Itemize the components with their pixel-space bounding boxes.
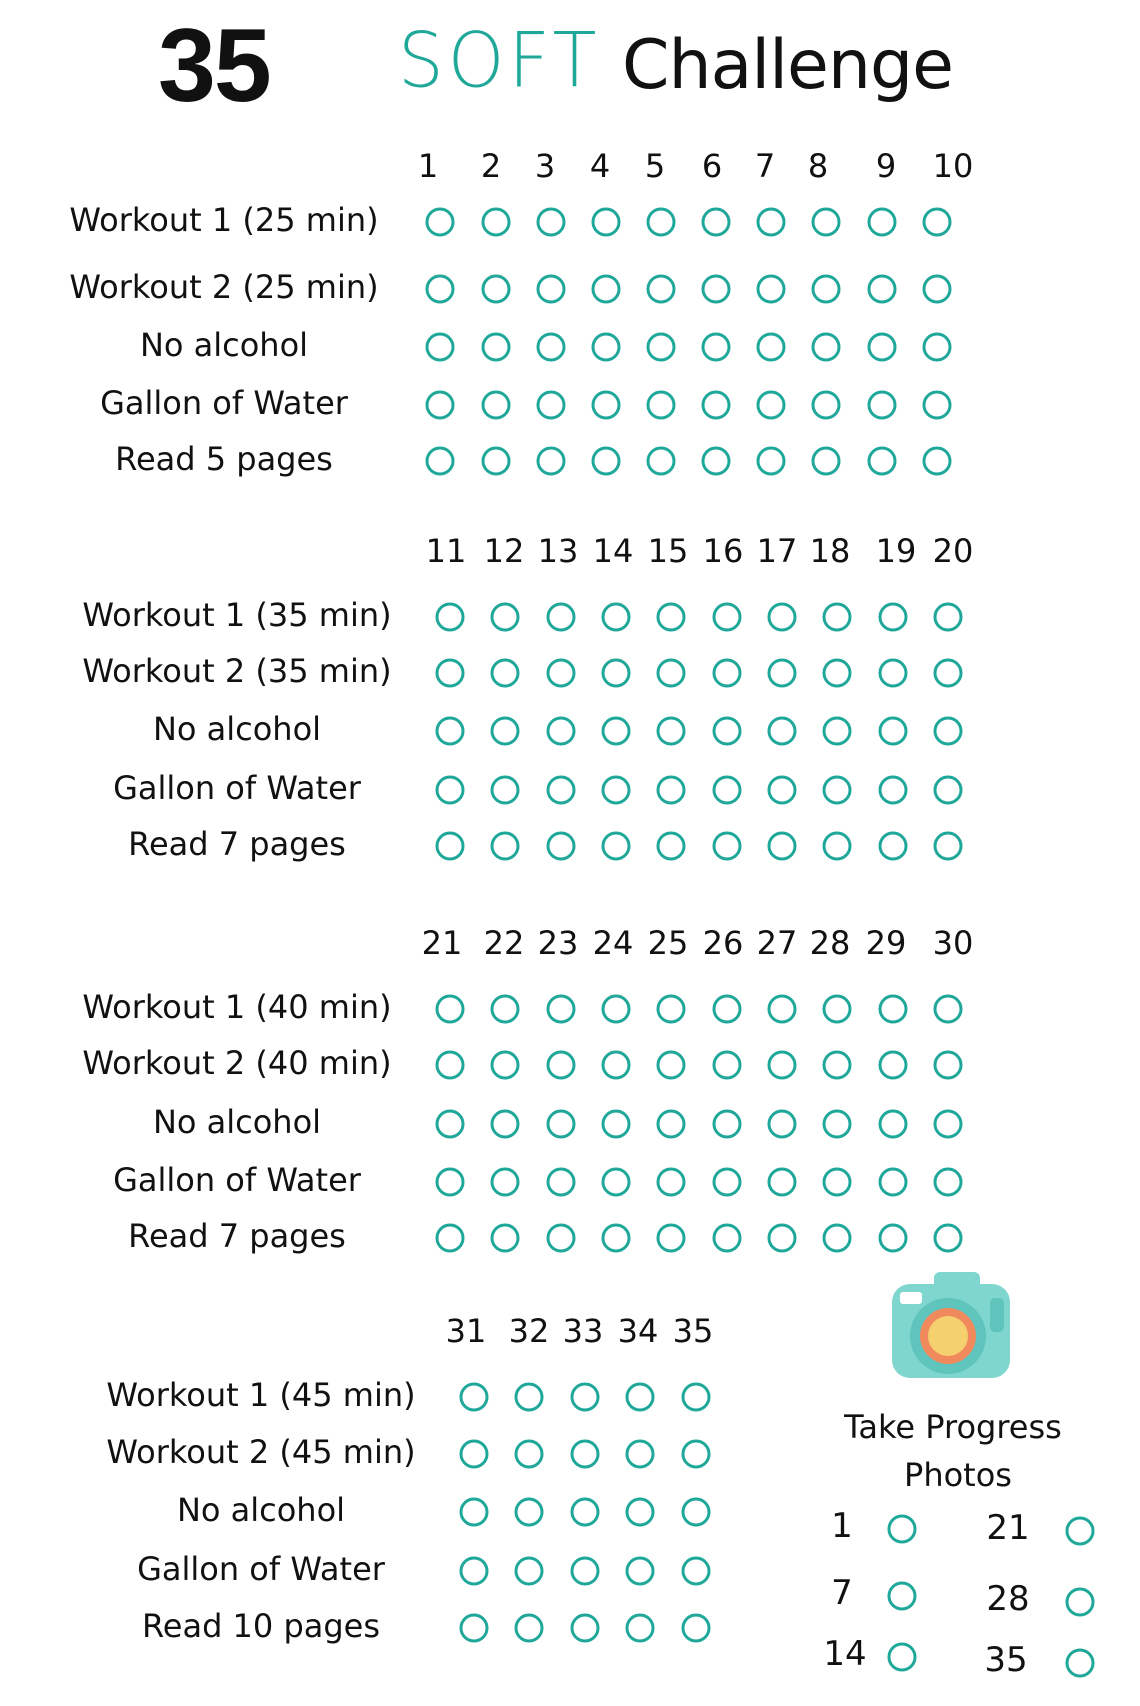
day-checkbox[interactable] [868,447,897,476]
day-checkbox[interactable] [702,275,731,304]
day-checkbox[interactable] [626,1383,655,1412]
day-checkbox[interactable] [537,208,566,237]
day-checkbox[interactable] [812,391,841,420]
day-checkbox[interactable] [547,1168,576,1197]
day-checkbox[interactable] [768,1168,797,1197]
day-checkbox[interactable] [547,1224,576,1253]
day-number: 24 [592,924,634,962]
day-checkbox[interactable] [515,1498,544,1527]
day-checkbox[interactable] [426,275,455,304]
day-checkbox[interactable] [460,1440,489,1469]
day-checkbox[interactable] [602,776,631,805]
day-checkbox[interactable] [682,1557,711,1586]
task-label: Workout 1 (35 min) [82,596,392,634]
day-number: 20 [932,532,974,570]
task-label: Read 5 pages [115,440,333,478]
photo-day-number: 35 [984,1640,1028,1680]
day-checkbox[interactable] [626,1440,655,1469]
photo-checkbox[interactable] [888,1643,917,1672]
task-label: Gallon of Water [113,769,361,807]
day-checkbox[interactable] [436,1168,465,1197]
day-checkbox[interactable] [602,659,631,688]
day-checkbox[interactable] [879,1224,908,1253]
day-number: 8 [807,147,829,185]
day-checkbox[interactable] [537,391,566,420]
day-number: 35 [672,1312,714,1350]
day-checkbox[interactable] [571,1440,600,1469]
day-number: 14 [592,532,634,570]
day-checkbox[interactable] [491,995,520,1024]
day-number: 4 [589,147,611,185]
day-number: 26 [702,924,744,962]
day-checkbox[interactable] [602,1051,631,1080]
day-checkbox[interactable] [592,275,621,304]
day-checkbox[interactable] [626,1498,655,1527]
day-checkbox[interactable] [934,659,963,688]
day-checkbox[interactable] [482,275,511,304]
task-label: Gallon of Water [113,1161,361,1199]
day-checkbox[interactable] [923,391,952,420]
day-checkbox[interactable] [713,1110,742,1139]
day-checkbox[interactable] [823,832,852,861]
day-checkbox[interactable] [868,333,897,362]
day-checkbox[interactable] [923,333,952,362]
day-checkbox[interactable] [436,1110,465,1139]
photo-checkbox[interactable] [888,1515,917,1544]
day-checkbox[interactable] [436,995,465,1024]
day-checkbox[interactable] [823,603,852,632]
day-number: 6 [701,147,723,185]
day-checkbox[interactable] [436,659,465,688]
day-checkbox[interactable] [491,1168,520,1197]
day-checkbox[interactable] [657,1168,686,1197]
day-checkbox[interactable] [934,1051,963,1080]
day-checkbox[interactable] [547,603,576,632]
day-checkbox[interactable] [682,1498,711,1527]
day-checkbox[interactable] [436,1051,465,1080]
day-checkbox[interactable] [657,659,686,688]
day-checkbox[interactable] [812,447,841,476]
day-number: 10 [932,147,974,185]
day-checkbox[interactable] [768,1110,797,1139]
day-checkbox[interactable] [713,1168,742,1197]
day-checkbox[interactable] [713,832,742,861]
title-number: 35 [158,8,270,124]
day-number: 28 [809,924,851,962]
day-checkbox[interactable] [537,447,566,476]
day-checkbox[interactable] [647,275,676,304]
day-checkbox[interactable] [682,1383,711,1412]
task-label: No alcohol [152,1103,322,1141]
day-checkbox[interactable] [592,447,621,476]
day-checkbox[interactable] [482,391,511,420]
day-checkbox[interactable] [491,659,520,688]
day-number: 18 [809,532,851,570]
day-checkbox[interactable] [879,1110,908,1139]
day-checkbox[interactable] [592,333,621,362]
day-number: 13 [537,532,579,570]
day-checkbox[interactable] [823,1051,852,1080]
day-number: 34 [617,1312,659,1350]
day-checkbox[interactable] [923,275,952,304]
day-checkbox[interactable] [812,333,841,362]
day-checkbox[interactable] [713,1224,742,1253]
day-checkbox[interactable] [812,208,841,237]
day-checkbox[interactable] [768,1224,797,1253]
day-checkbox[interactable] [879,659,908,688]
day-checkbox[interactable] [657,995,686,1024]
day-number: 31 [445,1312,487,1350]
day-number: 23 [537,924,579,962]
day-checkbox[interactable] [713,995,742,1024]
day-checkbox[interactable] [602,717,631,746]
day-checkbox[interactable] [515,1440,544,1469]
day-checkbox[interactable] [436,832,465,861]
photo-day-number: 7 [831,1573,853,1613]
day-number: 22 [483,924,525,962]
photo-day-number: 1 [831,1506,853,1546]
day-checkbox[interactable] [491,603,520,632]
day-number: 16 [702,532,744,570]
day-checkbox[interactable] [436,776,465,805]
photo-day-number: 14 [823,1634,867,1674]
day-checkbox[interactable] [571,1557,600,1586]
day-checkbox[interactable] [757,208,786,237]
day-checkbox[interactable] [515,1614,544,1643]
day-checkbox[interactable] [515,1383,544,1412]
day-checkbox[interactable] [592,391,621,420]
day-checkbox[interactable] [812,275,841,304]
day-checkbox[interactable] [537,333,566,362]
day-checkbox[interactable] [537,275,566,304]
photo-checkbox[interactable] [1066,1517,1095,1546]
day-checkbox[interactable] [460,1557,489,1586]
day-checkbox[interactable] [647,391,676,420]
day-checkbox[interactable] [657,1051,686,1080]
day-checkbox[interactable] [657,603,686,632]
day-checkbox[interactable] [934,1168,963,1197]
day-checkbox[interactable] [436,1224,465,1253]
day-checkbox[interactable] [713,717,742,746]
day-checkbox[interactable] [934,1110,963,1139]
task-label: Read 10 pages [141,1607,381,1645]
day-checkbox[interactable] [768,659,797,688]
day-checkbox[interactable] [823,776,852,805]
photo-checkbox[interactable] [888,1582,917,1611]
day-checkbox[interactable] [657,1224,686,1253]
day-checkbox[interactable] [491,1051,520,1080]
day-number: 17 [756,532,798,570]
day-number: 21 [421,924,463,962]
day-checkbox[interactable] [426,391,455,420]
day-number: 29 [865,924,907,962]
day-checkbox[interactable] [426,447,455,476]
title-soft: SOFT [398,15,601,105]
day-number: 9 [875,147,897,185]
day-checkbox[interactable] [768,1051,797,1080]
photo-day-number: 28 [986,1579,1030,1619]
day-checkbox[interactable] [491,1110,520,1139]
day-checkbox[interactable] [868,391,897,420]
day-checkbox[interactable] [768,832,797,861]
day-checkbox[interactable] [702,333,731,362]
day-checkbox[interactable] [436,717,465,746]
day-number: 12 [483,532,525,570]
task-label: Workout 1 (45 min) [106,1376,416,1414]
task-label: Workout 2 (25 min) [69,268,379,306]
day-checkbox[interactable] [571,1614,600,1643]
day-checkbox[interactable] [934,603,963,632]
day-checkbox[interactable] [879,717,908,746]
photos-label-line2: Photos [904,1456,1012,1494]
day-checkbox[interactable] [426,333,455,362]
day-checkbox[interactable] [768,603,797,632]
day-checkbox[interactable] [868,208,897,237]
day-checkbox[interactable] [547,717,576,746]
day-number: 11 [425,532,467,570]
day-checkbox[interactable] [460,1498,489,1527]
photo-checkbox[interactable] [1066,1588,1095,1617]
day-checkbox[interactable] [879,1168,908,1197]
day-checkbox[interactable] [482,208,511,237]
day-number: 5 [644,147,666,185]
day-checkbox[interactable] [626,1614,655,1643]
day-checkbox[interactable] [713,776,742,805]
day-number: 30 [932,924,974,962]
task-label: No alcohol [176,1491,346,1529]
task-label: Workout 1 (25 min) [69,201,379,239]
day-checkbox[interactable] [482,333,511,362]
day-number: 25 [647,924,689,962]
day-checkbox[interactable] [923,208,952,237]
photo-checkbox[interactable] [1066,1649,1095,1678]
task-label: Workout 1 (40 min) [82,988,392,1026]
day-checkbox[interactable] [547,659,576,688]
day-checkbox[interactable] [702,447,731,476]
day-checkbox[interactable] [626,1557,655,1586]
day-checkbox[interactable] [547,995,576,1024]
task-label: Gallon of Water [100,384,348,422]
day-checkbox[interactable] [934,717,963,746]
day-checkbox[interactable] [647,447,676,476]
day-checkbox[interactable] [602,832,631,861]
day-checkbox[interactable] [647,208,676,237]
day-checkbox[interactable] [879,603,908,632]
day-checkbox[interactable] [934,1224,963,1253]
day-checkbox[interactable] [602,1110,631,1139]
title-challenge: Challenge [622,26,953,105]
day-checkbox[interactable] [436,603,465,632]
day-checkbox[interactable] [657,717,686,746]
day-checkbox[interactable] [923,447,952,476]
day-checkbox[interactable] [482,447,511,476]
day-checkbox[interactable] [823,1168,852,1197]
day-checkbox[interactable] [657,776,686,805]
day-checkbox[interactable] [491,832,520,861]
day-checkbox[interactable] [602,1224,631,1253]
day-checkbox[interactable] [702,391,731,420]
task-label: Read 7 pages [128,825,346,863]
day-checkbox[interactable] [515,1557,544,1586]
day-checkbox[interactable] [657,832,686,861]
day-checkbox[interactable] [460,1614,489,1643]
day-checkbox[interactable] [823,995,852,1024]
day-checkbox[interactable] [547,1110,576,1139]
day-checkbox[interactable] [602,995,631,1024]
day-checkbox[interactable] [547,776,576,805]
day-number: 33 [562,1312,604,1350]
day-checkbox[interactable] [602,603,631,632]
day-checkbox[interactable] [879,776,908,805]
day-checkbox[interactable] [571,1383,600,1412]
day-checkbox[interactable] [571,1498,600,1527]
task-label: Read 7 pages [128,1217,346,1255]
day-checkbox[interactable] [879,995,908,1024]
day-checkbox[interactable] [934,776,963,805]
day-checkbox[interactable] [823,1224,852,1253]
day-checkbox[interactable] [491,776,520,805]
day-checkbox[interactable] [713,603,742,632]
day-checkbox[interactable] [934,832,963,861]
day-checkbox[interactable] [757,391,786,420]
day-checkbox[interactable] [768,717,797,746]
task-label: No alcohol [139,326,309,364]
day-checkbox[interactable] [702,208,731,237]
task-label: Gallon of Water [137,1550,385,1588]
photos-label-line1: Take Progress [844,1408,1062,1446]
camera-icon [886,1268,1016,1388]
day-checkbox[interactable] [491,717,520,746]
day-number: 2 [480,147,502,185]
day-checkbox[interactable] [757,447,786,476]
day-checkbox[interactable] [547,832,576,861]
day-checkbox[interactable] [879,832,908,861]
day-checkbox[interactable] [823,1110,852,1139]
photo-day-number: 21 [986,1508,1030,1548]
day-number: 3 [534,147,556,185]
day-number: 32 [508,1312,550,1350]
day-checkbox[interactable] [460,1383,489,1412]
day-checkbox[interactable] [934,995,963,1024]
day-checkbox[interactable] [491,1224,520,1253]
day-checkbox[interactable] [592,208,621,237]
day-checkbox[interactable] [757,333,786,362]
task-label: Workout 2 (35 min) [82,652,392,690]
day-checkbox[interactable] [426,208,455,237]
day-checkbox[interactable] [713,659,742,688]
day-number: 27 [756,924,798,962]
day-checkbox[interactable] [713,1051,742,1080]
day-checkbox[interactable] [879,1051,908,1080]
day-checkbox[interactable] [768,776,797,805]
day-number: 19 [875,532,917,570]
task-label: Workout 2 (45 min) [106,1433,416,1471]
day-checkbox[interactable] [823,659,852,688]
day-checkbox[interactable] [823,717,852,746]
day-checkbox[interactable] [757,275,786,304]
day-checkbox[interactable] [768,995,797,1024]
day-number: 7 [754,147,776,185]
day-checkbox[interactable] [682,1440,711,1469]
task-label: No alcohol [152,710,322,748]
day-checkbox[interactable] [868,275,897,304]
day-checkbox[interactable] [647,333,676,362]
day-number: 1 [417,147,439,185]
day-checkbox[interactable] [682,1614,711,1643]
task-label: Workout 2 (40 min) [82,1044,392,1082]
day-number: 15 [647,532,689,570]
day-checkbox[interactable] [547,1051,576,1080]
day-checkbox[interactable] [657,1110,686,1139]
day-checkbox[interactable] [602,1168,631,1197]
